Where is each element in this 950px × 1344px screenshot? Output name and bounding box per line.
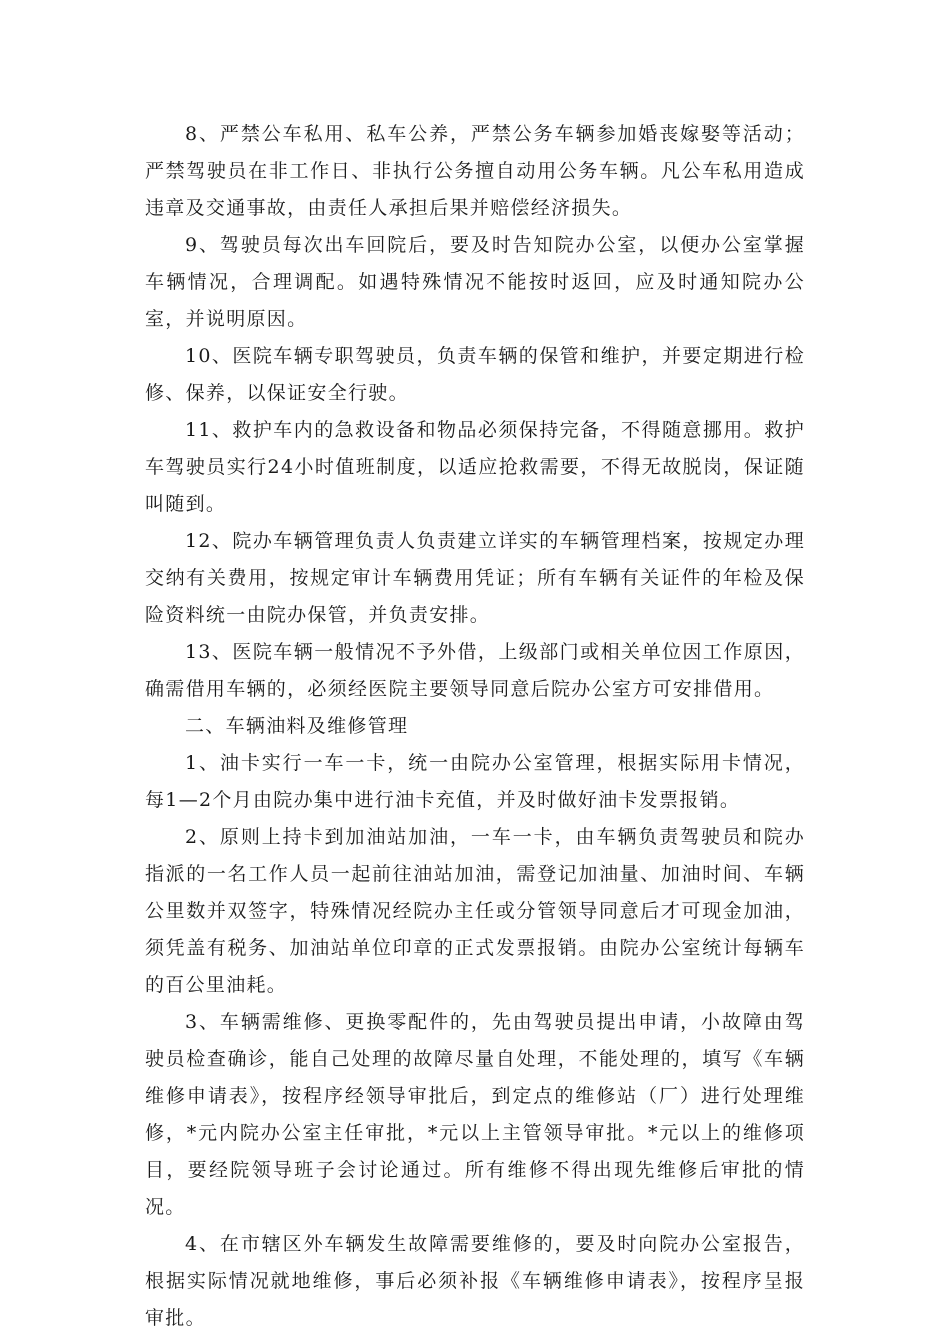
paragraph-rule-11: 11、救护车内的急救设备和物品必须保持完备，不得随意挪用。救护车驾驶员实行24小时值班制度，以适应抢救需要，不得无故脱岗，保证随叫随到。 — [145, 419, 805, 515]
paragraph-rule-12: 12、院办车辆管理负责人负责建立详实的车辆管理档案，按规定办理交纳有关费用，按规定审计车辆费用凭证；所有车辆有关证件的年检及保险资料统一由院办保管，并负责安排。 — [145, 530, 805, 626]
section-heading-fuel-maintenance: 二、车辆油料及维修管理 — [185, 715, 409, 737]
paragraph-fuel-1: 1、油卡实行一车一卡，统一由院办公室管理，根据实际用卡情况，每1—2个月由院办集中进行油卡充值，并及时做好油卡发票报销。 — [145, 752, 805, 811]
paragraph-fuel-2: 2、原则上持卡到加油站加油，一车一卡，由车辆负责驾驶员和院办指派的一名工作人员一起前往油站加油，需登记加油量、加油时间、车辆公里数并双签字，特殊情况经院办主任或分管领导同意后才可现金加油，须凭盖有税务、加油站单位印章的正式发票报销。由院办公室统计每辆车的百公里油耗。 — [145, 826, 805, 996]
paragraph-repair-4: 4、在市辖区外车辆发生故障需要维修的，要及时向院办公室报告，根据实际情况就地维修，事后必须补报《车辆维修申请表》，按程序呈报审批。 — [145, 1233, 805, 1329]
document-body — [145, 116, 805, 1337]
paragraph-repair-3: 3、车辆需维修、更换零配件的，先由驾驶员提出申请，小故障由驾驶员检查确诊，能自己处理的故障尽量自处理，不能处理的，填写《车辆维修申请表》，按程序经领导审批后，到定点的维修站（厂）进行处理维修，*元内院办公室主任审批，*元以上主管领导审批。*元以上的维修项目，要经院领导班子会讨论通过。所有维修不得出现先维修后审批的情况。 — [145, 1011, 805, 1218]
paragraph-rule-10: 10、医院车辆专职驾驶员，负责车辆的保管和维护，并要定期进行检修、保养，以保证安全行驶。 — [145, 345, 805, 404]
paragraph-rule-8: 8、严禁公车私用、私车公养，严禁公务车辆参加婚丧嫁娶等活动；严禁驾驶员在非工作日、非执行公务擅自动用公务车辆。凡公车私用造成违章及交通事故，由责任人承担后果并赔偿经济损失。 — [145, 123, 805, 219]
paragraph-rule-13: 13、医院车辆一般情况不予外借，上级部门或相关单位因工作原因，确需借用车辆的，必须经医院主要领导同意后院办公室方可安排借用。 — [145, 641, 805, 700]
paragraph-rule-9: 9、驾驶员每次出车回院后，要及时告知院办公室，以便办公室掌握车辆情况，合理调配。如遇特殊情况不能按时返回，应及时通知院办公室，并说明原因。 — [145, 234, 805, 330]
